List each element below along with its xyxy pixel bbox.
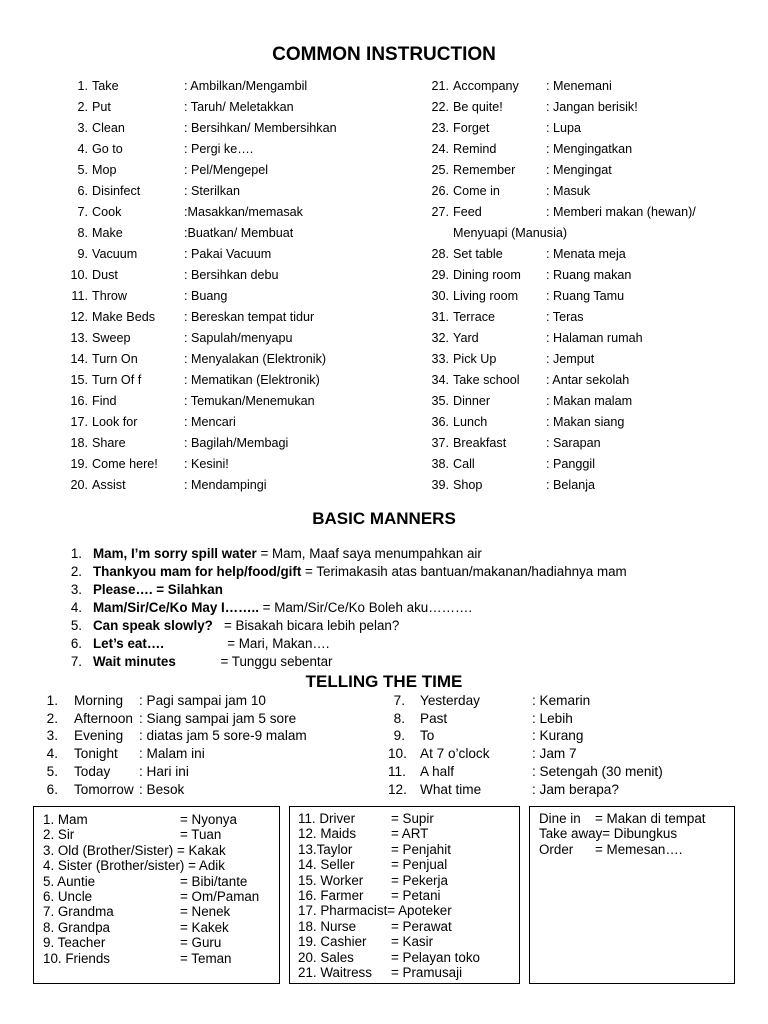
english-term: Set table <box>453 247 503 261</box>
english-phrase: Mam, I’m sorry spill water <box>93 546 257 561</box>
item-number: 6. <box>46 781 58 797</box>
english-term: 5. Auntie <box>43 873 96 889</box>
english-term: Remember <box>453 163 516 177</box>
item-number: 30. <box>431 289 449 303</box>
indonesian-meaning: : Menata meja <box>546 247 626 261</box>
item-number: 1. <box>77 79 88 93</box>
indonesian-meaning: = Penjual <box>391 857 448 873</box>
item-number: 2. <box>46 710 58 726</box>
indonesian-meaning: = Teman <box>180 950 232 966</box>
english-term: 15. Worker <box>298 872 364 888</box>
english-term: Breakfast <box>453 436 507 450</box>
indonesian-meaning: = Kakek <box>180 919 229 935</box>
indonesian-phrase: = Terimakasih atas bantuan/makanan/hadiahnya mam <box>301 564 627 579</box>
indonesian-meaning: = Memesan…. <box>595 841 683 857</box>
indonesian-meaning: = Nyonya <box>180 812 237 827</box>
manner-phrase <box>93 635 330 653</box>
family-terms-box <box>33 806 280 984</box>
english-term: Make Beds <box>92 310 155 324</box>
english-term: Share <box>92 436 126 450</box>
item-number: 1. <box>70 546 82 561</box>
english-term: 9. Teacher <box>43 935 106 951</box>
english-term: Afternoon <box>74 710 133 726</box>
indonesian-meaning: = ART <box>391 826 429 842</box>
indonesian-meaning: : Lebih <box>532 710 573 726</box>
indonesian-meaning: = Guru <box>180 935 222 951</box>
indonesian-meaning: :Masakkan/memasak <box>184 205 303 219</box>
item-number: 32. <box>431 331 449 345</box>
indonesian-phrase: = Mam, Maaf saya menumpahkan air <box>256 546 482 561</box>
indonesian-meaning: = Bibi/tante <box>180 873 248 889</box>
english-term: At 7 o’clock <box>420 746 490 762</box>
english-phrase: Please…. = Silahkan <box>93 582 223 597</box>
indonesian-phrase: = Mam/Sir/Ce/Ko Boleh aku………. <box>258 600 473 615</box>
english-term: 1. Mam <box>43 812 88 827</box>
item-number: 5. <box>77 163 88 177</box>
item-number: 26. <box>431 184 449 198</box>
item-number: 7. <box>70 654 82 669</box>
item-number: 1. <box>46 693 58 708</box>
manner-phrase <box>93 563 627 581</box>
indonesian-meaning: = Pramusaji <box>391 965 463 980</box>
english-term: Find <box>92 394 117 408</box>
item-number: 14. <box>70 352 88 366</box>
item-number: 36. <box>431 415 449 429</box>
indonesian-meaning: : Halaman rumah <box>546 331 643 345</box>
english-term: 21. Waitress <box>298 965 372 980</box>
manner-phrase <box>93 545 482 563</box>
indonesian-meaning: : Makan siang <box>546 415 625 429</box>
english-term: Pick Up <box>453 352 497 366</box>
item-number: 10. <box>70 268 88 282</box>
indonesian-meaning: : Ruang makan <box>546 268 632 282</box>
indonesian-meaning: : Ambilkan/Mengambil <box>184 79 308 93</box>
indonesian-meaning: : Kesini! <box>184 457 229 471</box>
english-term: 10. Friends <box>43 950 110 966</box>
english-term: Take school <box>453 373 520 387</box>
english-term: Cook <box>92 205 122 219</box>
item-number: 8. <box>393 710 405 726</box>
item-number: 12. <box>70 310 88 324</box>
title-common-instruction: COMMON INSTRUCTION <box>272 44 496 65</box>
english-term: Dining room <box>453 268 521 282</box>
indonesian-meaning: : Sterilkan <box>184 184 240 198</box>
indonesian-meaning: : Ruang Tamu <box>546 289 625 303</box>
manner-phrase <box>93 653 333 671</box>
indonesian-meaning: : Pel/Mengepel <box>184 163 269 177</box>
indonesian-meaning: = Kasir <box>391 934 434 950</box>
indonesian-meaning: = Makan di tempat <box>595 811 706 826</box>
english-term: Order <box>539 841 574 857</box>
manner-phrase <box>93 581 223 599</box>
item-number: 31. <box>431 310 449 324</box>
item-number: 22. <box>431 100 449 114</box>
manner-phrase <box>93 617 399 635</box>
english-term: Tomorrow <box>74 781 134 797</box>
indonesian-meaning: : Lupa <box>546 121 582 135</box>
item-number: 13. <box>70 331 88 345</box>
item-number: 11. <box>71 289 88 303</box>
indonesian-meaning: = Om/Paman <box>180 889 260 904</box>
indonesian-meaning: : Siang sampai jam 5 sore <box>139 710 297 726</box>
item-number: 5. <box>46 763 58 779</box>
item-number: 6. <box>70 636 82 651</box>
indonesian-meaning: = Tuan <box>180 827 222 843</box>
indonesian-meaning: :Buatkan/ Membuat <box>184 226 294 240</box>
english-term: Vacuum <box>92 247 138 261</box>
indonesian-meaning: : Mendampingi <box>184 478 267 492</box>
english-term: Dinner <box>453 394 491 408</box>
item-number: 17. <box>70 415 88 429</box>
indonesian-meaning: : Memberi makan (hewan)/ <box>546 205 696 219</box>
item-number: 19. <box>70 457 88 471</box>
english-term: 14. Seller <box>298 857 355 873</box>
indonesian-meaning: = Penjahit <box>391 841 451 857</box>
item-number: 10. <box>388 746 407 762</box>
english-term: Turn On <box>92 352 138 366</box>
item-number: 3. <box>70 582 82 597</box>
indonesian-meaning: = Pekerja <box>391 872 448 888</box>
item-number: 4. <box>46 746 58 762</box>
indonesian-meaning: : Bersihkan/ Membersihkan <box>184 121 337 135</box>
item-number: 35. <box>431 394 449 408</box>
indonesian-meaning: : Jam 7 <box>532 746 577 762</box>
item-number: 6. <box>77 184 88 198</box>
indonesian-meaning: : Bersihkan debu <box>184 268 279 282</box>
english-term: Disinfect <box>92 184 141 198</box>
english-term: Put <box>92 100 111 114</box>
indonesian-meaning: : Jemput <box>546 352 595 366</box>
english-term: Dust <box>92 268 118 282</box>
item-number: 29. <box>431 268 449 282</box>
item-number: 5. <box>70 618 82 633</box>
english-term: Feed <box>453 205 482 219</box>
indonesian-meaning: : Pagi sampai jam 10 <box>139 693 266 708</box>
english-term: Come here! <box>92 457 158 471</box>
english-term: A half <box>420 763 455 779</box>
indonesian-meaning: : Malam ini <box>139 746 205 762</box>
english-term: 11. Driver <box>298 811 356 826</box>
english-term: What time <box>420 781 482 797</box>
english-phrase: Wait minutes <box>93 654 176 669</box>
english-term: 7. Grandma <box>43 904 114 920</box>
item-number: 24. <box>431 142 449 156</box>
item-number: 3. <box>46 728 58 744</box>
english-term: Turn Of f <box>92 373 142 387</box>
indonesian-meaning: = Petani <box>391 888 441 903</box>
english-term: Assist <box>92 478 126 492</box>
english-term: Past <box>420 710 448 726</box>
english-term: Dine in <box>539 811 581 826</box>
english-term: Be quite! <box>453 100 503 114</box>
item-number: 27. <box>431 205 449 219</box>
english-term: Forget <box>453 121 490 135</box>
english-term: Today <box>74 763 111 779</box>
item-number: 23. <box>431 121 449 135</box>
indonesian-meaning: : Belanja <box>546 478 596 492</box>
english-term: Yard <box>453 331 479 345</box>
title-telling-the-time: TELLING THE TIME <box>305 672 463 691</box>
indonesian-meaning: : Sarapan <box>546 436 601 450</box>
item-number: 28. <box>431 247 449 261</box>
indonesian-meaning: : Pakai Vacuum <box>184 247 272 261</box>
item-number: 18. <box>70 436 88 450</box>
indonesian-meaning: : Teras <box>546 310 584 324</box>
item-number: 4. <box>70 600 82 615</box>
item-number: 34. <box>431 373 449 387</box>
english-term: Take <box>92 79 119 93</box>
item-number: 38. <box>431 457 449 471</box>
indonesian-meaning: : Mengingatkan <box>546 142 633 156</box>
item-number: 12. <box>388 781 407 797</box>
item-number: 4. <box>77 142 88 156</box>
english-term: To <box>420 728 435 744</box>
indonesian-meaning: : Jam berapa? <box>532 781 619 797</box>
indonesian-meaning: = Supir <box>391 811 434 826</box>
indonesian-meaning: : Taruh/ Meletakkan <box>184 100 294 114</box>
indonesian-meaning: : Buang <box>184 289 228 303</box>
indonesian-meaning: : Hari ini <box>139 763 189 779</box>
indonesian-meaning: : Mencari <box>184 415 236 429</box>
dining-terms-box <box>529 806 735 984</box>
english-term: 6. Uncle <box>43 889 93 904</box>
indonesian-phrase: = Mari, Makan…. <box>163 636 330 651</box>
english-term: 12. Maids <box>298 826 357 842</box>
english-term: Yesterday <box>420 693 480 708</box>
indonesian-meaning: : Setengah (30 menit) <box>532 763 663 779</box>
english-term: Menyuapi (Manusia) <box>453 226 568 240</box>
item-number: 37. <box>431 436 449 450</box>
item-number: 7. <box>77 205 88 219</box>
item-number: 39. <box>431 478 449 492</box>
english-term: 18. Nurse <box>298 918 357 934</box>
english-term: Lunch <box>453 415 488 429</box>
english-term: 2. Sir <box>43 827 75 843</box>
english-term: Clean <box>92 121 125 135</box>
item-number: 15. <box>70 373 88 387</box>
english-term: 3. Old (Brother/Sister) = Kakak <box>43 842 226 858</box>
item-number: 25. <box>431 163 449 177</box>
english-term: 16. Farmer <box>298 888 364 903</box>
indonesian-meaning: : Masuk <box>546 184 591 198</box>
item-number: 9. <box>393 728 405 744</box>
indonesian-meaning: : Bagilah/Membagi <box>184 436 289 450</box>
item-number: 7. <box>393 693 405 708</box>
indonesian-meaning: : Menemani <box>546 79 612 93</box>
indonesian-meaning: : Pergi ke…. <box>184 142 254 156</box>
english-term: 8. Grandpa <box>43 919 110 935</box>
english-term: 20. Sales <box>298 949 354 965</box>
job-terms-box <box>289 806 520 984</box>
english-term: Living room <box>453 289 519 303</box>
indonesian-meaning: = Pelayan toko <box>391 949 480 965</box>
english-term: Sweep <box>92 331 131 345</box>
english-term: 17. Pharmacist= Apoteker <box>298 903 452 919</box>
english-term: 19. Cashier <box>298 934 367 950</box>
english-phrase: Can speak slowly? <box>93 618 213 633</box>
indonesian-meaning: : Bereskan tempat tidur <box>184 310 315 324</box>
item-number: 20. <box>70 478 88 492</box>
english-phrase: Thankyou mam for help/food/gift <box>93 564 302 579</box>
item-number: 21. <box>431 79 449 93</box>
indonesian-phrase: = Tunggu sebentar <box>175 654 333 669</box>
english-term: Shop <box>453 478 483 492</box>
indonesian-meaning: : Antar sekolah <box>546 373 630 387</box>
indonesian-meaning: : Sapulah/menyapu <box>184 331 293 345</box>
english-term: Remind <box>453 142 497 156</box>
item-number: 2. <box>70 564 82 579</box>
english-term: Call <box>453 457 475 471</box>
indonesian-meaning: : Kemarin <box>532 693 591 708</box>
indonesian-meaning: : Kurang <box>532 728 584 744</box>
manner-phrase <box>93 599 472 617</box>
indonesian-meaning: : Temukan/Menemukan <box>184 394 315 408</box>
item-number: 3. <box>77 121 88 135</box>
english-phrase: Mam/Sir/Ce/Ko May I…….. <box>93 600 259 615</box>
indonesian-meaning: : diatas jam 5 sore-9 malam <box>139 728 307 744</box>
indonesian-meaning: : Panggil <box>546 457 596 471</box>
english-term: Take away= Dibungkus <box>539 826 678 842</box>
indonesian-meaning: : Besok <box>139 781 185 797</box>
english-term: Go to <box>92 142 123 156</box>
indonesian-meaning: : Jangan berisik! <box>546 100 638 114</box>
indonesian-meaning: = Perawat <box>391 918 452 934</box>
indonesian-phrase: = Bisakah bicara lebih pelan? <box>212 618 400 633</box>
item-number: 2. <box>77 100 88 114</box>
english-term: Terrace <box>453 310 495 324</box>
item-number: 16. <box>70 394 88 408</box>
english-term: Mop <box>92 163 117 177</box>
english-term: Make <box>92 226 123 240</box>
indonesian-meaning: = Nenek <box>180 904 231 920</box>
indonesian-meaning: : Mematikan (Elektronik) <box>184 373 320 387</box>
english-term: Come in <box>453 184 500 198</box>
indonesian-meaning: : Mengingat <box>546 163 612 177</box>
english-term: Evening <box>74 728 124 744</box>
english-term: Throw <box>92 289 127 303</box>
indonesian-meaning: : Makan malam <box>546 394 633 408</box>
english-term: Look for <box>92 415 138 429</box>
title-basic-manners: BASIC MANNERS <box>312 509 456 528</box>
english-term: Accompany <box>453 79 519 93</box>
indonesian-meaning: : Menyalakan (Elektronik) <box>184 352 327 366</box>
item-number: 33. <box>431 352 449 366</box>
english-term: 4. Sister (Brother/sister) = Adik <box>43 858 225 874</box>
item-number: 8. <box>77 226 88 240</box>
english-term: Tonight <box>74 746 118 762</box>
english-term: Morning <box>74 693 124 708</box>
item-number: 9. <box>77 247 88 261</box>
english-phrase: Let’s eat…. <box>93 636 164 651</box>
english-term: 13.Taylor <box>298 841 353 857</box>
item-number: 11. <box>388 763 406 779</box>
